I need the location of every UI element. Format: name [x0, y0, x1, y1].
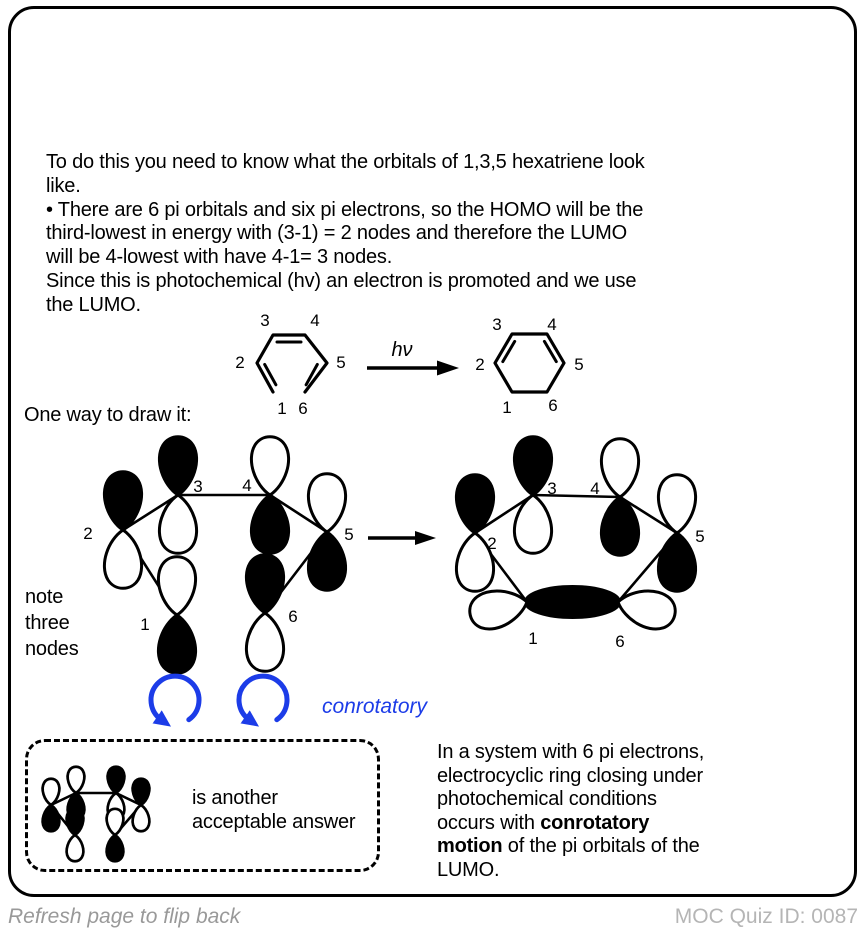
cyclohexadiene-structure — [475, 315, 583, 417]
note-line: nodes — [25, 638, 79, 660]
conclusion-line — [437, 812, 704, 836]
atom-number: 5 — [344, 525, 354, 544]
intro-line: Since this is photochemical (hv) an electron is promoted and we use — [46, 269, 637, 292]
orbital-6-upper-lobe — [107, 809, 124, 835]
intro-line: like. — [46, 174, 81, 197]
atom-number: 2 — [235, 353, 245, 372]
alternate-answer-box — [25, 739, 380, 872]
orbital-1 — [158, 557, 195, 674]
intro-line: To do this you need to know what the orbitals of 1,3,5 hexatriene look — [46, 151, 645, 173]
conclusion-bold: motion — [437, 835, 503, 858]
reaction-arrow — [367, 339, 459, 376]
atom-number: 1 — [502, 398, 512, 417]
orbital-1 — [67, 809, 84, 861]
atom-number: 1 — [528, 629, 538, 648]
atom-number: 2 — [487, 534, 497, 553]
rotation-arrow-left — [151, 676, 199, 720]
atom-number: 3 — [193, 477, 203, 496]
alt-answer-line: acceptable answer — [192, 811, 356, 833]
orbital-5-lower-lobe — [658, 533, 695, 591]
conclusion-line-pre: occurs with — [437, 811, 541, 834]
orbital-5-lower-lobe — [308, 532, 345, 590]
atom-number: 1 — [140, 615, 150, 634]
orbital-3-upper-lobe — [514, 437, 551, 495]
atom-number: 4 — [590, 479, 600, 498]
rotation-arrow-right — [239, 676, 287, 720]
orbital-1-lower-lobe — [67, 835, 84, 861]
atom-number: 4 — [547, 315, 557, 334]
orbital-6-outer-lobe-group — [614, 584, 679, 633]
conclusion-line: In a system with 6 pi electrons, — [437, 741, 705, 763]
orbital-5 — [658, 475, 695, 592]
alt-answer-line: is another — [192, 787, 278, 809]
orbital-2 — [43, 779, 60, 831]
reaction-scheme — [230, 302, 600, 417]
atom-number: 2 — [475, 355, 485, 374]
orbital-3-upper-lobe — [68, 767, 85, 793]
atom-number: 3 — [547, 479, 557, 498]
orbital-4-upper-lobe — [251, 437, 288, 495]
conclusion-line: electrocyclic ring closing under — [437, 764, 703, 787]
orbital-6 — [246, 555, 283, 672]
atom-number: 5 — [574, 355, 584, 374]
orbital-5-lower-lobe — [133, 805, 150, 831]
atom-number: 6 — [298, 399, 308, 417]
atom-number: 1 — [277, 399, 287, 417]
orbital-4-upper-lobe — [108, 767, 125, 793]
orbital-2-lower-lobe — [104, 530, 141, 588]
atom-number: 4 — [242, 476, 252, 495]
quiz-id-label: MOC Quiz ID: 0087 — [674, 905, 858, 928]
alt-orbital-diagram — [34, 746, 169, 864]
note-three-nodes-label — [25, 584, 79, 662]
conrotatory-label: conrotatory — [322, 695, 428, 718]
orbital-2 — [456, 475, 493, 592]
orbital-1-upper-lobe — [67, 809, 84, 835]
atom-number: 3 — [492, 315, 502, 334]
transform-arrow — [368, 531, 436, 545]
conclusion-bold: conrotatory — [540, 811, 650, 834]
cyclohexadiene-ring — [495, 334, 564, 392]
alt-answer-text — [192, 786, 355, 834]
orbital-6-upper-lobe — [246, 555, 283, 613]
orbital-diagrams — [55, 428, 815, 738]
transform-arrowhead — [415, 531, 436, 545]
atom-number: 3 — [260, 311, 270, 330]
orbital-6-lower-lobe — [107, 835, 124, 861]
intro-line: the LUMO. — [46, 293, 141, 316]
orbital-2-lower-lobe — [43, 805, 60, 831]
atom-number: 2 — [83, 524, 93, 543]
sigma-framework — [51, 793, 141, 835]
orbital-6-outer-lobe — [614, 584, 679, 633]
orbital-4-upper-lobe — [601, 439, 638, 497]
conclusion-line — [437, 835, 704, 859]
conclusion-text — [437, 741, 704, 883]
note-line: three — [25, 612, 70, 634]
sigma-framework — [123, 495, 327, 615]
reaction-arrowhead — [437, 361, 459, 376]
orbital-1-upper-lobe — [158, 557, 195, 615]
conclusion-line: photochemical conditions — [437, 788, 657, 811]
lumo-open-diagram — [83, 437, 353, 674]
conclusion-line-post: of the pi orbitals of the — [502, 835, 700, 858]
atom-number: 6 — [288, 607, 298, 626]
hexatriene-structure — [235, 311, 345, 417]
lumo-closed-diagram — [456, 437, 704, 651]
atom-number: 5 — [695, 527, 705, 546]
orbital-3-upper-lobe — [159, 437, 196, 495]
note-line: note — [25, 586, 64, 608]
conclusion-line: LUMO. — [437, 858, 500, 881]
orbital-6 — [107, 809, 124, 861]
intro-line: will be 4-lowest with have 4-1= 3 nodes. — [46, 246, 393, 269]
intro-text — [46, 151, 645, 318]
intro-line: • There are 6 pi orbitals and six pi electrons, so the HOMO will be the — [46, 198, 644, 221]
atom-number: 6 — [548, 396, 558, 415]
orbital-6-lower-lobe — [246, 613, 283, 671]
atom-number: 4 — [310, 311, 320, 330]
orbital-2 — [104, 472, 141, 589]
atom-number: 5 — [336, 353, 346, 372]
atom-number: 6 — [615, 632, 625, 651]
orbital-1-lower-lobe — [158, 615, 195, 673]
sigma-overlap-lobe — [526, 587, 620, 618]
refresh-hint-label: Refresh page to flip back — [8, 905, 241, 928]
orbital-5 — [133, 779, 150, 831]
orbital-5 — [308, 474, 345, 591]
one-way-label: One way to draw it: — [24, 404, 192, 426]
intro-line: third-lowest in energy with (3-1) = 2 nodes and therefore the LUMO — [46, 222, 627, 245]
hv-label: hν — [391, 339, 413, 361]
